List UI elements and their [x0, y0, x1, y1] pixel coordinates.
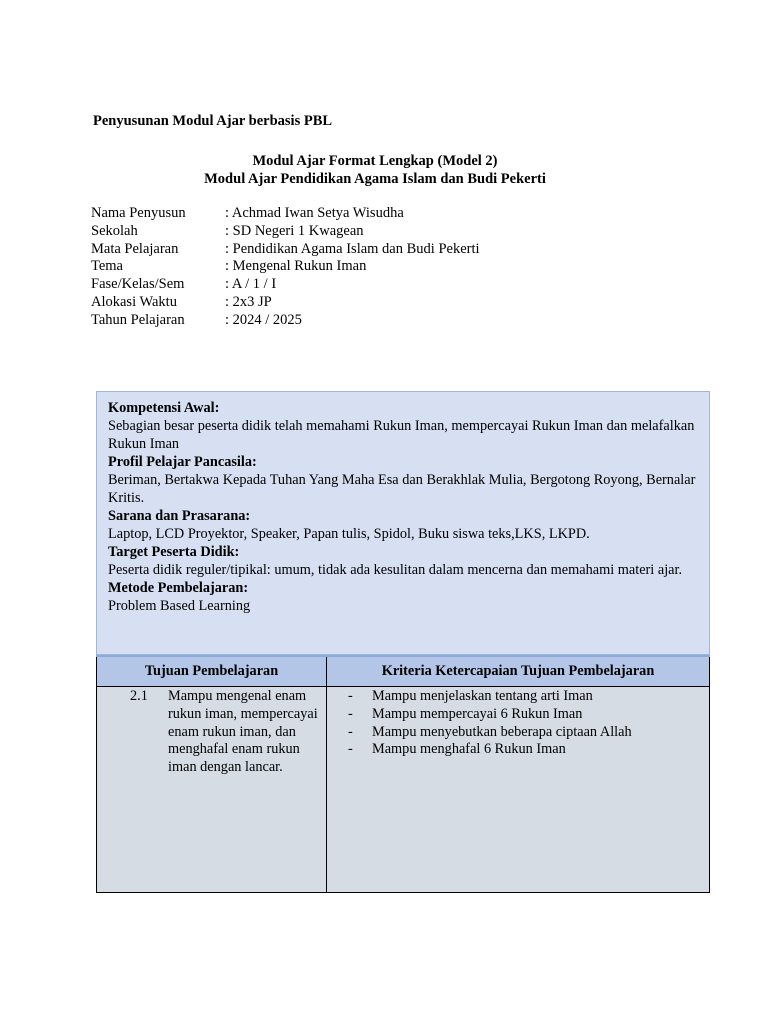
meta-value: : Achmad Iwan Setya Wisudha [225, 205, 404, 221]
meta-value: : A / 1 / I [225, 276, 277, 293]
meta-value: : Mengenal Rukun Iman [225, 258, 367, 275]
meta-key: Alokasi Waktu [91, 293, 177, 310]
header-objectives: Tujuan Pembelajaran [97, 656, 327, 687]
kompetensi-label: Kompetensi Awal: [108, 400, 220, 416]
sarana-label: Sarana dan Prasarana: [108, 508, 251, 524]
module-info-box [96, 391, 710, 655]
kompetensi-text: Sebagian besar peserta didik telah memahami Rukun Iman, mempercayai Rukun Iman dan melafalkan Rukun Iman [108, 418, 695, 452]
meta-row-author [91, 205, 480, 223]
meta-row-school [91, 223, 480, 241]
meta-row-theme [91, 258, 480, 276]
document-heading: Penyusunan Modul Ajar berbasis PBL [93, 113, 333, 129]
bullet-dash: - [348, 741, 353, 758]
criteria-text: Mampu menyebutkan beberapa ciptaan Allah [372, 723, 632, 740]
meta-value: : SD Negeri 1 Kwagean [225, 222, 364, 239]
bullet-dash: - [348, 723, 353, 740]
criteria-text: Mampu mempercayai 6 Rukun Iman [372, 705, 583, 722]
module-title-format: Modul Ajar Format Lengkap (Model 2) [252, 153, 498, 169]
module-titles [0, 152, 750, 188]
criteria-text: Mampu menjelaskan tentang arti Iman [372, 688, 593, 704]
metode-text: Problem Based Learning [108, 598, 251, 614]
criteria-text: Mampu menghafal 6 Rukun Iman [372, 741, 566, 758]
list-item [348, 688, 709, 706]
meta-row-subject [91, 241, 480, 259]
meta-row-year [91, 312, 480, 330]
meta-key: Fase/Kelas/Sem [91, 276, 185, 293]
objective-cell [97, 687, 327, 893]
meta-value: : 2x3 JP [225, 293, 272, 310]
list-item [348, 706, 709, 724]
meta-key: Mata Pelajaran [91, 240, 179, 257]
meta-row-time [91, 294, 480, 312]
list-item [348, 724, 709, 742]
target-label: Target Peserta Didik: [108, 544, 240, 560]
profil-text: Beriman, Bertakwa Kepada Tuhan Yang Maha Esa dan Berakhlak Mulia, Bergotong Royong, Bernalar Kritis. [108, 472, 696, 506]
criteria-list [327, 687, 709, 759]
objective-text: Mampu mengenal enam rukun iman, mempercayai enam rukun iman, dan menghafal enam rukun iman dengan lancar. [168, 688, 318, 776]
header-criteria: Kriteria Ketercapaian Tujuan Pembelajaran [327, 656, 710, 687]
metode-label: Metode Pembelajaran: [108, 580, 249, 596]
module-identity [91, 205, 480, 330]
meta-key: Tahun Pelajaran [91, 311, 185, 328]
objectives-table [96, 655, 710, 893]
module-title-subject: Modul Ajar Pendidikan Agama Islam dan Budi Pekerti [204, 171, 546, 187]
target-text: Peserta didik reguler/tipikal: umum, tidak ada kesulitan dalam mencerna dan memahami materi ajar. [108, 562, 683, 578]
bullet-dash: - [348, 705, 353, 722]
meta-value: : Pendidikan Agama Islam dan Budi Pekerti [225, 240, 480, 257]
meta-value: : 2024 / 2025 [225, 311, 302, 328]
objective-number: 2.1 [130, 688, 148, 704]
meta-key: Tema [91, 258, 123, 275]
sarana-text: Laptop, LCD Proyektor, Speaker, Papan tulis, Spidol, Buku siswa teks,LKS, LKPD. [108, 526, 590, 542]
bullet-dash: - [348, 688, 353, 704]
meta-key: Nama Penyusun [91, 205, 186, 221]
meta-row-phase [91, 276, 480, 294]
list-item [348, 741, 709, 759]
meta-key: Sekolah [91, 222, 138, 239]
profil-label: Profil Pelajar Pancasila: [108, 454, 257, 470]
criteria-cell [327, 687, 710, 893]
table-header-row [97, 656, 710, 687]
table-row [97, 687, 710, 893]
